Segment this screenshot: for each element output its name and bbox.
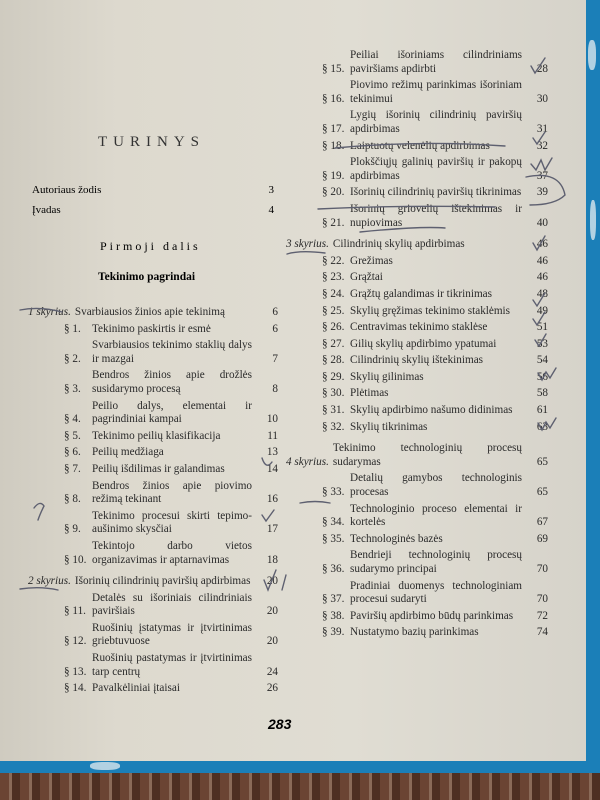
entry-title: Paviršių apdirbimo būdų parinkimas xyxy=(350,609,514,622)
entry-title: Tekinimo peilių klasifikacija xyxy=(92,429,221,442)
entry-title: Tekinimo paskirtis ir esmė xyxy=(92,322,211,335)
entry-number: § 21. xyxy=(322,216,345,229)
entry-title: Grąžtai xyxy=(350,271,383,284)
entry-number: § 34. xyxy=(322,516,345,529)
toc-section-entry xyxy=(28,652,278,679)
entry-title: Bendrieji technologinių procesų sudarymo principai xyxy=(350,549,522,575)
entry-title: Įvadas xyxy=(32,204,61,216)
entry-page: 72 xyxy=(536,609,548,622)
entry-number: § 11. xyxy=(64,605,86,618)
entry-title: Plokščiųjų galinių paviršių ir pakopų apdirbimas xyxy=(350,156,522,182)
entry-page: 58 xyxy=(536,387,548,400)
toc-section-entry xyxy=(286,49,548,76)
entry-title: Svarbiausios tekinimo staklių dalys ir mazgai xyxy=(92,339,252,365)
entry-title: Nustatymo bazių parinkimas xyxy=(350,626,479,639)
toc-section-entry xyxy=(286,580,548,607)
entry-title: Pavalkėliniai įtaisai xyxy=(92,682,180,695)
entry-page: 28 xyxy=(536,62,548,75)
entry-page: 8 xyxy=(272,382,278,395)
toc-section-entry xyxy=(286,371,548,385)
entry-title: Lygių išorinių cilindrinių paviršių apdirbimas xyxy=(350,109,522,135)
entry-title: Centravimas tekinimo staklėse xyxy=(350,321,488,334)
entry-page: 67 xyxy=(536,516,548,529)
entry-page: 37 xyxy=(536,169,548,182)
entry-page: 65 xyxy=(536,486,548,499)
toc-left-list xyxy=(28,298,278,699)
entry-page: 65 xyxy=(536,455,548,468)
toc-section-entry xyxy=(286,255,548,269)
part-heading: Pirmoji dalis xyxy=(100,239,201,253)
entry-page: 74 xyxy=(536,626,548,639)
entry-number: § 25. xyxy=(322,304,345,317)
entry-title: Peilių medžiaga xyxy=(92,446,164,459)
toc-section-entry xyxy=(286,321,548,335)
entry-page: 6 xyxy=(272,306,278,318)
entry-page: 49 xyxy=(536,304,548,317)
entry-page: 46 xyxy=(536,271,548,284)
entry-title: Technologinio proceso elementai ir kortelės xyxy=(350,502,522,529)
entry-number: § 26. xyxy=(322,321,345,334)
entry-page: 48 xyxy=(536,287,548,300)
wooden-surface xyxy=(0,773,600,800)
toc-section-entry xyxy=(286,421,548,435)
entry-number: § 10. xyxy=(64,553,87,566)
entry-page: 46 xyxy=(536,254,548,267)
toc-section-entry xyxy=(286,404,548,418)
entry-title: Išorinių cilindrinių paviršių apdirbimas xyxy=(74,575,251,588)
entry-number: § 33. xyxy=(322,486,345,499)
toc-section-entry xyxy=(286,109,548,136)
entry-title: Ruošinių įstatymas ir įtvirtinimas griebtuvuose xyxy=(92,621,252,648)
entry-title: Išorinių griovelių ištekinimas ir nupiovimas xyxy=(350,202,522,229)
entry-page: 18 xyxy=(266,553,278,566)
toc-section-entry xyxy=(286,271,548,285)
toc-section-entry xyxy=(286,288,548,302)
entry-number: § 12. xyxy=(64,635,87,648)
entry-number: 4 skyrius. xyxy=(286,455,329,468)
entry-number: § 8. xyxy=(64,493,81,506)
entry-page: 63 xyxy=(536,420,548,433)
entry-number: § 28. xyxy=(322,354,345,367)
entry-page: 6 xyxy=(272,322,278,335)
toc-chapter-entry xyxy=(286,442,548,469)
entry-title: Skylių gilinimas xyxy=(350,370,424,383)
entry-page: 13 xyxy=(266,446,278,459)
entry-number: § 36. xyxy=(322,563,345,575)
cover-wear xyxy=(90,762,120,770)
toc-chapter-entry xyxy=(286,238,548,252)
entry-number: § 1. xyxy=(64,322,81,335)
entry-page: 7 xyxy=(272,352,278,365)
toc-section-entry xyxy=(28,510,278,537)
entry-number: § 35. xyxy=(322,532,345,545)
entry-page: 26 xyxy=(266,682,278,695)
entry-number: § 39. xyxy=(322,626,345,639)
toc-section-entry xyxy=(286,626,548,640)
entry-title: Tekinimo technologinių procesų sudarymas xyxy=(332,442,522,468)
toc-entry-author-word xyxy=(32,184,274,196)
entry-number: § 4. xyxy=(64,413,81,426)
entry-title: Grežimas xyxy=(350,254,393,267)
entry-page: 14 xyxy=(266,462,278,475)
toc-section-entry xyxy=(286,140,548,154)
toc-section-entry xyxy=(286,338,548,352)
toc-section-entry xyxy=(28,369,278,396)
entry-page: 54 xyxy=(536,354,548,367)
entry-title: Skylių apdirbimo našumo didinimas xyxy=(350,404,513,417)
toc-right-column xyxy=(286,49,548,643)
toc-section-entry xyxy=(286,472,548,499)
entry-page: 39 xyxy=(536,186,548,199)
entry-title: Skylių tikrinimas xyxy=(350,420,428,433)
entry-number: § 22. xyxy=(322,254,345,267)
toc-chapter-entry xyxy=(28,306,278,320)
toc-section-entry xyxy=(28,540,278,567)
entry-page: 10 xyxy=(266,413,278,426)
entry-number: § 38. xyxy=(322,609,345,622)
toc-section-entry xyxy=(286,203,548,230)
entry-page: 20 xyxy=(266,575,278,588)
entry-page: 24 xyxy=(266,665,278,678)
entry-number: 3 skyrius. xyxy=(286,238,329,251)
entry-number: § 14. xyxy=(64,682,87,695)
entry-number: 1 skyrius. xyxy=(28,306,71,318)
entry-page: 56 xyxy=(536,370,548,383)
toc-section-entry xyxy=(286,186,548,200)
entry-page: 3 xyxy=(268,184,274,196)
entry-number: § 17. xyxy=(322,122,345,135)
entry-title: Svarbiausios žinios apie tekinimą xyxy=(74,306,225,318)
toc-section-entry xyxy=(286,387,548,401)
entry-number: § 16. xyxy=(322,92,345,105)
entry-number: § 30. xyxy=(322,387,345,400)
entry-number: § 23. xyxy=(322,271,345,284)
entry-page: 4 xyxy=(268,204,274,216)
entry-title: Autoriaus žodis xyxy=(32,184,102,196)
cover-wear xyxy=(590,200,596,240)
toc-section-entry xyxy=(286,354,548,368)
entry-number: § 15. xyxy=(322,62,345,75)
entry-page: 17 xyxy=(266,523,278,536)
entry-number: § 19. xyxy=(322,169,345,182)
entry-title: Detalės su išoriniais cilindriniais paviršiais xyxy=(92,591,252,618)
entry-page: 31 xyxy=(536,122,548,135)
entry-number: § 18. xyxy=(322,139,345,152)
toc-section-entry xyxy=(28,463,278,477)
entry-page: 53 xyxy=(536,337,548,350)
entry-number: § 5. xyxy=(64,429,81,442)
toc-section-entry xyxy=(286,503,548,530)
toc-section-entry xyxy=(286,533,548,547)
entry-title: Peilio dalys, elementai ir pagrindiniai kampai xyxy=(92,399,252,426)
entry-page: 70 xyxy=(536,593,548,606)
entry-number: § 32. xyxy=(322,420,345,433)
entry-title: Grąžtų galandimas ir tikrinimas xyxy=(350,287,492,300)
entry-page: 32 xyxy=(536,139,548,152)
entry-number: § 24. xyxy=(322,287,345,300)
entry-title: Plėtimas xyxy=(350,387,389,400)
entry-page: 61 xyxy=(536,404,548,417)
entry-title: Peilių išdilimas ir galandimas xyxy=(92,462,225,475)
entry-number: § 29. xyxy=(322,370,345,383)
entry-number: § 9. xyxy=(64,523,81,536)
toc-section-entry xyxy=(28,323,278,337)
entry-title: Tekintojo darbo vietos organizavimas ir aptarnavimas xyxy=(92,539,252,566)
entry-title: Technologinės bazės xyxy=(350,532,443,545)
toc-chapter-entry xyxy=(28,575,278,589)
toc-section-entry xyxy=(28,622,278,649)
entry-title: Tekinimo procesui skirti tepimo-aušinimo skysčiai xyxy=(92,509,252,536)
entry-page: 70 xyxy=(536,563,548,575)
cover-wear xyxy=(588,40,596,70)
entry-number: § 27. xyxy=(322,337,345,350)
entry-page: 30 xyxy=(536,92,548,105)
toc-section-entry xyxy=(28,339,278,366)
entry-title: Cilindrinių skylių apdirbimas xyxy=(332,238,465,251)
entry-page: 16 xyxy=(266,493,278,506)
entry-page: 20 xyxy=(266,605,278,618)
entry-page: 11 xyxy=(267,429,278,442)
toc-section-entry xyxy=(286,610,548,624)
toc-entry-introduction xyxy=(32,204,274,216)
toc-section-entry xyxy=(286,79,548,106)
entry-number: § 6. xyxy=(64,446,81,459)
entry-number: § 3. xyxy=(64,382,81,395)
toc-section-entry xyxy=(28,430,278,444)
entry-title: Bendros žinios apie drožlės susidarymo procesą xyxy=(92,369,252,395)
entry-page: 20 xyxy=(266,635,278,648)
toc-section-entry xyxy=(286,305,548,319)
entry-number: § 37. xyxy=(322,593,345,606)
entry-title: Išorinių cilindrinių paviršių tikrinimas xyxy=(350,186,522,199)
entry-title: Ruošinių pastatymas ir įtvirtinimas tarp centrų xyxy=(92,652,252,678)
entry-page: 69 xyxy=(536,532,548,545)
entry-title: Peiliai išoriniams cilindriniams paviršiams apdirbti xyxy=(350,49,522,75)
entry-page: 46 xyxy=(536,238,548,251)
entry-title: Detalių gamybos technologinis procesas xyxy=(350,472,522,499)
contents-title: TURINYS xyxy=(98,134,206,150)
entry-number: § 13. xyxy=(64,665,87,678)
entry-title: Piovimo režimų parinkimas išoriniam tekinimui xyxy=(350,79,522,105)
page-number: 283 xyxy=(268,716,292,732)
toc-section-entry xyxy=(28,446,278,460)
entry-title: Gilių skylių apdirbimo ypatumai xyxy=(350,337,497,350)
toc-section-entry xyxy=(286,156,548,183)
toc-section-entry xyxy=(28,592,278,619)
entry-number: § 31. xyxy=(322,404,345,417)
entry-number: 2 skyrius. xyxy=(28,575,71,588)
entry-number: § 7. xyxy=(64,462,81,475)
entry-title: Bendros žinios apie piovimo režimą tekinant xyxy=(92,479,252,506)
entry-title: Cilindrinių skylių ištekinimas xyxy=(350,354,484,367)
entry-page: 40 xyxy=(536,216,548,229)
entry-title: Laiptuotų velenėlių apdirbimas xyxy=(350,139,490,152)
entry-number: § 20. xyxy=(322,186,345,199)
toc-section-entry xyxy=(28,682,278,696)
entry-title: Pradiniai duomenys technologiniam procesui sudaryti xyxy=(350,579,522,606)
toc-section-entry xyxy=(286,549,548,576)
toc-section-entry xyxy=(28,480,278,507)
entry-number: § 2. xyxy=(64,352,81,365)
entry-title: Skylių gręžimas tekinimo staklėmis xyxy=(350,304,511,317)
part-subtitle: Tekinimo pagrindai xyxy=(98,271,196,283)
toc-section-entry xyxy=(28,400,278,427)
entry-page: 51 xyxy=(536,321,548,334)
